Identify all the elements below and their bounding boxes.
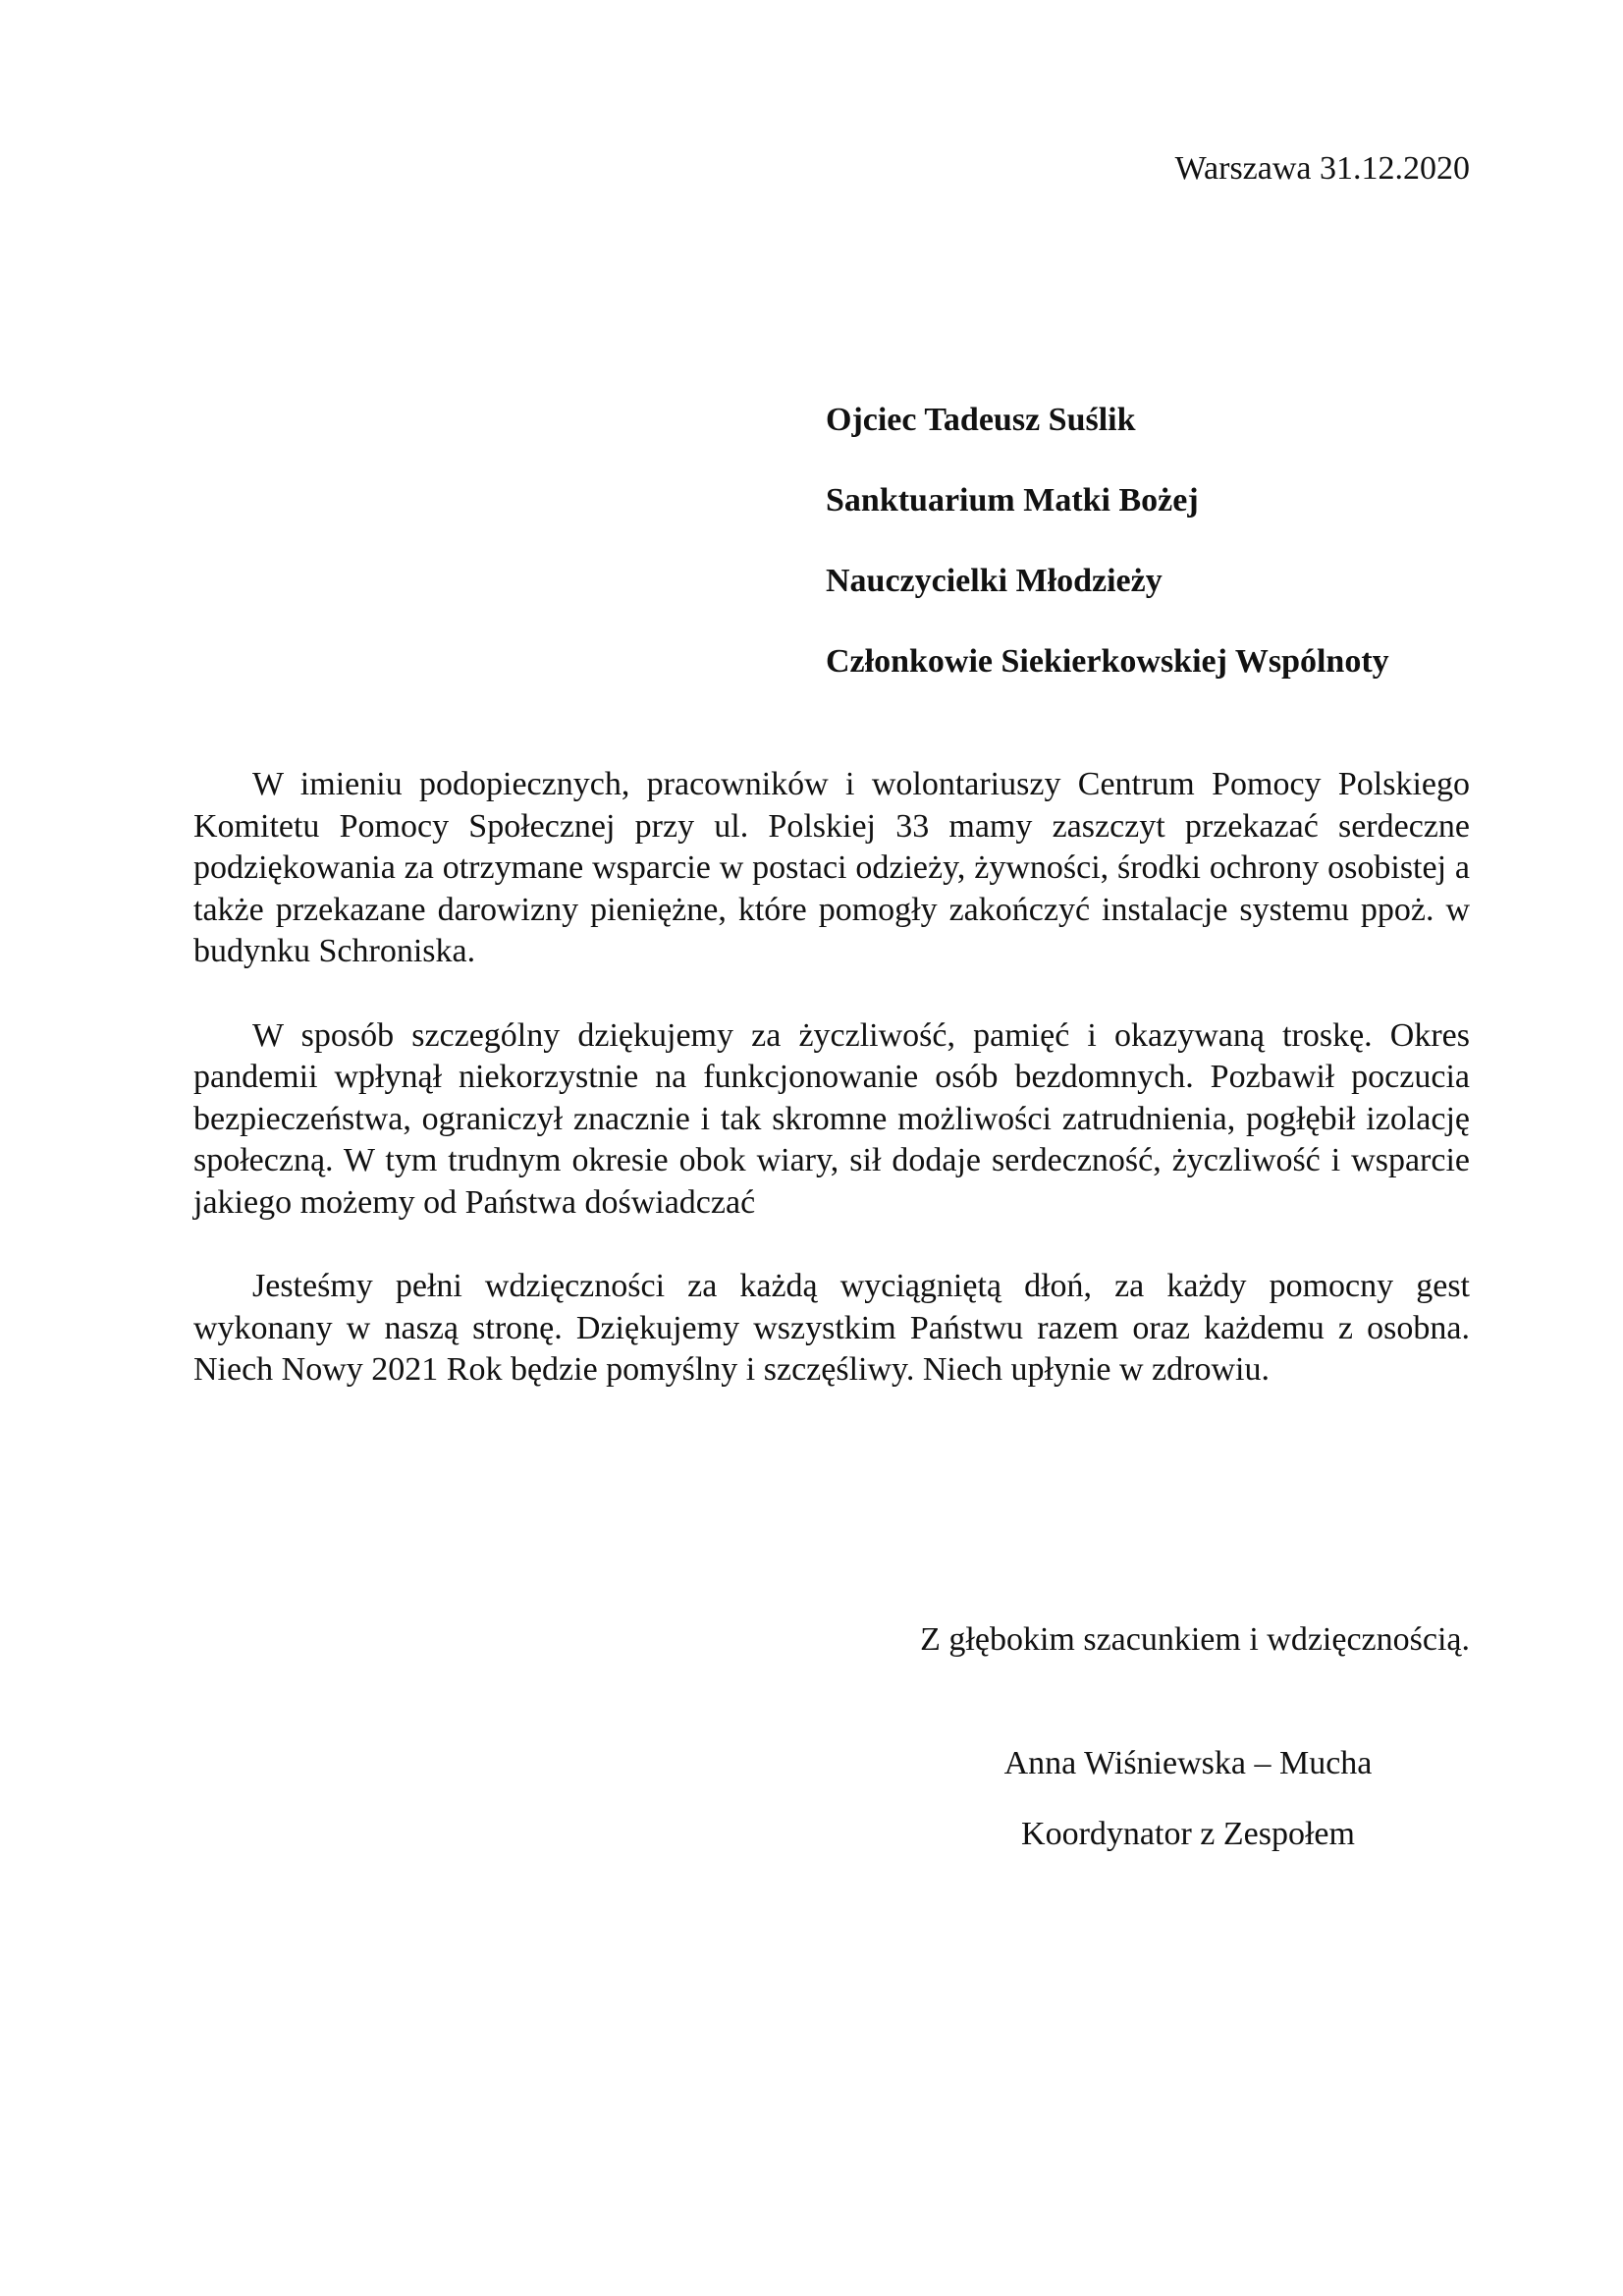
signature-block [982, 1744, 1394, 1886]
signature-name: Anna Wiśniewska – Mucha [1003, 1745, 1373, 1781]
signature-title: Koordynator z Zespołem [1021, 1816, 1355, 1852]
closing-line: Z głębokim szacunkiem i wdzięcznością. [920, 1621, 1470, 1658]
recipient-block [826, 401, 1389, 723]
body-paragraph: W sposób szczególny dziękujemy za życzliwość, pamięć i okazywaną troskę. Okres pandemii wpłynął niekorzystnie na funkcjonowanie osób bezdomnych. Pozbawił poczucia bezpieczeństwa, ograniczył znacznie i tak skromne możliwości zatrudnienia, pogłębił izolację społeczną. W tym trudnym okresie obok wiary, sił dodaje serdeczność, życzliwość i wsparcie jakiego możemy od Państwa doświadczać [193, 1016, 1470, 1221]
recipient-line: Sanktuarium Matki Bożej [826, 482, 1199, 519]
recipient-line: Ojciec Tadeusz Suślik [826, 402, 1136, 438]
recipient-line: Członkowie Siekierkowskiej Wspólnoty [826, 643, 1389, 680]
letter-body [193, 764, 1470, 1434]
body-paragraph: Jesteśmy pełni wdzięczności za każdą wyciągniętą dłoń, za każdy pomocny gest wykonany w naszą stronę. Dziękujemy wszystkim Państwu razem oraz każdemu z osobna. Niech Nowy 2021 Rok będzie pomyślny i szczęśliwy. Niech upłynie w zdrowiu. [193, 1268, 1470, 1388]
recipient-line: Nauczycielki Młodzieży [826, 563, 1163, 599]
body-paragraph: W imieniu podopiecznych, pracowników i wolontariuszy Centrum Pomocy Polskiego Komitetu Pomocy Społecznej przy ul. Polskiej 33 mamy zaszczyt przekazać serdeczne podziękowania za otrzymane wsparcie w postaci odzieży, żywności, środki ochrony osobistej a także przekazane darowizny pieniężne, które pomogły zakończyć instalacje systemu ppoż. w budynku Schroniska. [193, 766, 1470, 969]
letter-date: Warszawa 31.12.2020 [1174, 150, 1470, 187]
